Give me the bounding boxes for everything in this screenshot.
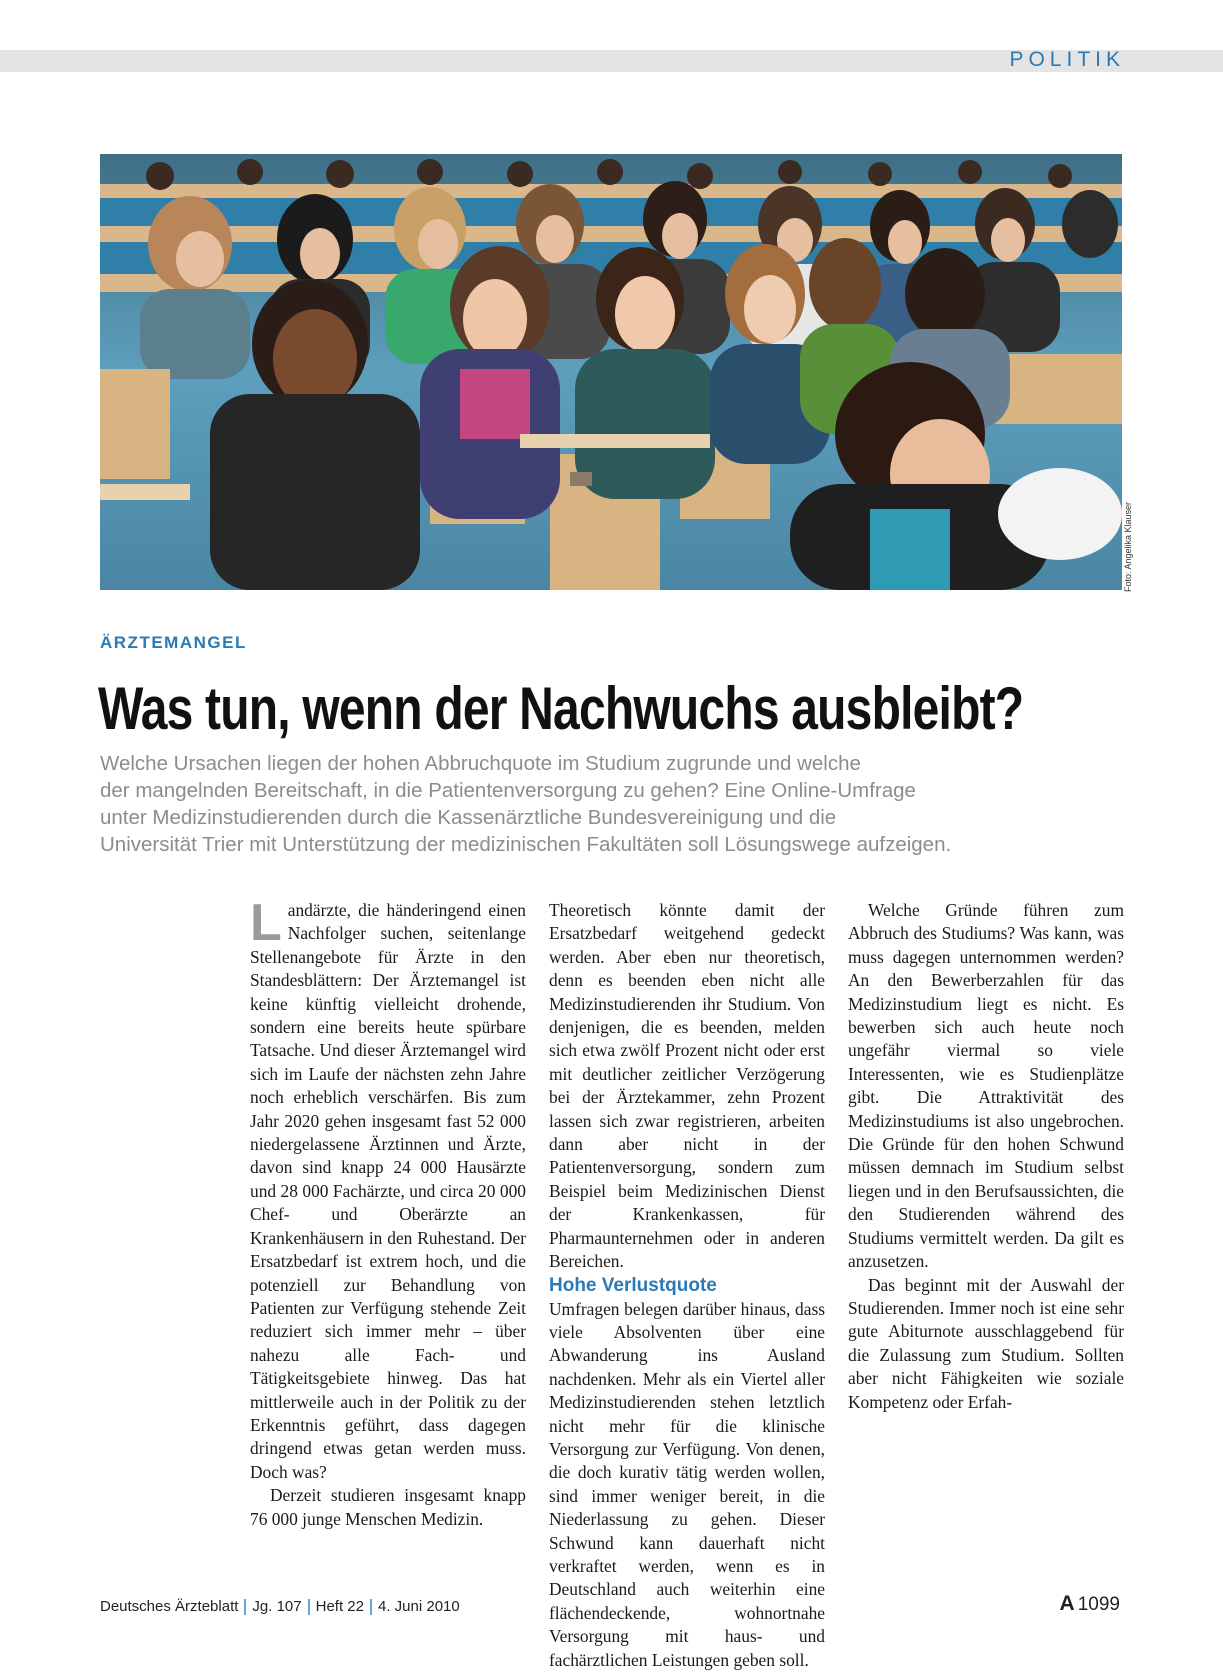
journal-date: 4. Juni 2010	[378, 1598, 460, 1615]
body-paragraph	[250, 899, 526, 1484]
footer-divider	[370, 1599, 372, 1615]
footer-citation	[100, 1598, 460, 1615]
page-prefix: A	[1060, 1592, 1075, 1615]
body-text: andärzte, die händeringend einen Nachfolger suchen, seitenlange Stellenangebote für Ärzte in den Standesblättern: Der Ärztemangel ist keine künftig vielleicht drohende, sondern eine bereits heute spürbare Tatsache. Und dieser Ärztemangel wird sich im Laufe der nächsten zehn Jahre noch erheblich verschärfen. Bis zum Jahr 2020 gehen insgesamt fast 52 000 niedergelassene Ärztinnen und Ärzte, davon sind knapp 24 000 Hausärzte und 28 000 Fachärzte, und circa 20 000 Chef- und Oberärzte an Krankenhäusern in den Ruhestand. Der Ersatzbedarf ist extrem hoch, und die potenziell zur Behandlung von Patienten zur Verfügung stehende Zeit reduziert sich immer mehr – über nahezu alle Fach- und Tätigkeitsgebiete hinweg. Das hat mittlerweile auch in der Politik zu der Erkenntnis geführt, dass dagegen dringend etwas getan werden muss. Doch was?	[250, 900, 526, 1482]
section-label: POLITIK	[1009, 48, 1125, 72]
lead-line: unter Medizinstudierenden durch die Kassenärztliche Bundesvereinigung und die	[100, 804, 1120, 831]
body-paragraph: Umfragen belegen darüber hinaus, dass viele Absolventen über eine Abwanderung ins Ausland nachdenken. Mehr als ein Viertel aller Medizinstudierenden stehen letztlich nicht mehr für die klinische Versorgung zur Verfügung. Von denen, die doch kurativ tätig werden wollen, sind immer weniger bereit, in die Niederlassung zu gehen. Dieser Schwund kann dauerhaft nicht verkraftet werden, wenn es in Deutschland auch weiterhin eine flächendeckende, wohnortnahe Versorgung mit haus- und fachärztlichen Leistungen geben soll.	[549, 1298, 825, 1672]
journal-issue: Heft 22	[316, 1598, 364, 1615]
footer-divider	[308, 1599, 310, 1615]
article-title: Was tun, wenn der Nachwuchs ausbleibt?	[98, 672, 922, 746]
body-paragraph: Welche Gründe führen zum Abbruch des Studiums? Was kann, was muss dagegen unternommen werden? An den Bewerberzahlen für das Medizinstudium liegt es nicht. Es bewerben sich auch heute noch ungefähr viermal so viele Interessenten, wie es Studienplätze gibt. Die Attraktivität des Medizinstudiums ist also ungebrochen. Die Gründe für den hohen Schwund müssen demnach im Studium selbst liegen und in den Berufsaussichten, die den Studierenden während des Studiums vermittelt werden. Da gilt es anzusetzen.	[848, 899, 1124, 1274]
article-kicker: ÄRZTEMANGEL	[100, 633, 247, 653]
article-subhead: Hohe Verlustquote	[549, 1274, 825, 1298]
lecture-hall-photo	[100, 154, 1122, 590]
body-column-3	[848, 899, 1124, 1414]
body-paragraph: Das beginnt mit der Auswahl der Studierenden. Immer noch ist eine sehr gute Abiturnote ausschlaggebend für die Zulassung zum Studium. Sollten aber nicht Fähigkeiten wie soziale Kompetenz oder Erfah-	[848, 1274, 1124, 1414]
page-number	[1060, 1592, 1120, 1616]
footer-divider	[244, 1599, 246, 1615]
body-paragraph: Theoretisch könnte damit der Ersatzbedarf weitgehend gedeckt werden. Aber eben nur theoretisch, denn es beenden eben nicht alle Medizinstudierenden ihr Studium. Von denjenigen, die es beenden, melden sich etwa zwölf Prozent nicht oder erst mit deutlicher zeitlicher Verzögerung bei der Ärztekammer, zehn Prozent lassen sich zwar registrieren, arbeiten dann aber nicht in der Patientenversorgung, sondern zum Beispiel beim Medizinischen Dienst der Krankenkassen, für Pharmaunternehmen oder in anderen Bereichen.	[549, 899, 825, 1274]
page-number-value: 1099	[1078, 1594, 1120, 1615]
drop-cap: L	[250, 901, 282, 943]
body-column-1	[250, 899, 526, 1531]
journal-volume: Jg. 107	[252, 1598, 301, 1615]
lead-line: der mangelnden Bereitschaft, in die Patientenversorgung zu gehen? Eine Online-Umfrage	[100, 777, 1120, 804]
lead-line: Welche Ursachen liegen der hohen Abbruchquote im Studium zugrunde und welche	[100, 750, 1120, 777]
article-lead	[100, 750, 1120, 858]
lead-line: Universität Trier mit Unterstützung der medizinischen Fakultäten soll Lösungswege aufzeigen.	[100, 831, 1120, 858]
body-column-2	[549, 899, 825, 1672]
body-paragraph: Derzeit studieren insgesamt knapp 76 000 junge Menschen Medizin.	[250, 1484, 526, 1531]
journal-name: Deutsches Ärzteblatt	[100, 1598, 238, 1615]
photo-credit: Foto: Angelika Klauser	[1123, 502, 1133, 592]
